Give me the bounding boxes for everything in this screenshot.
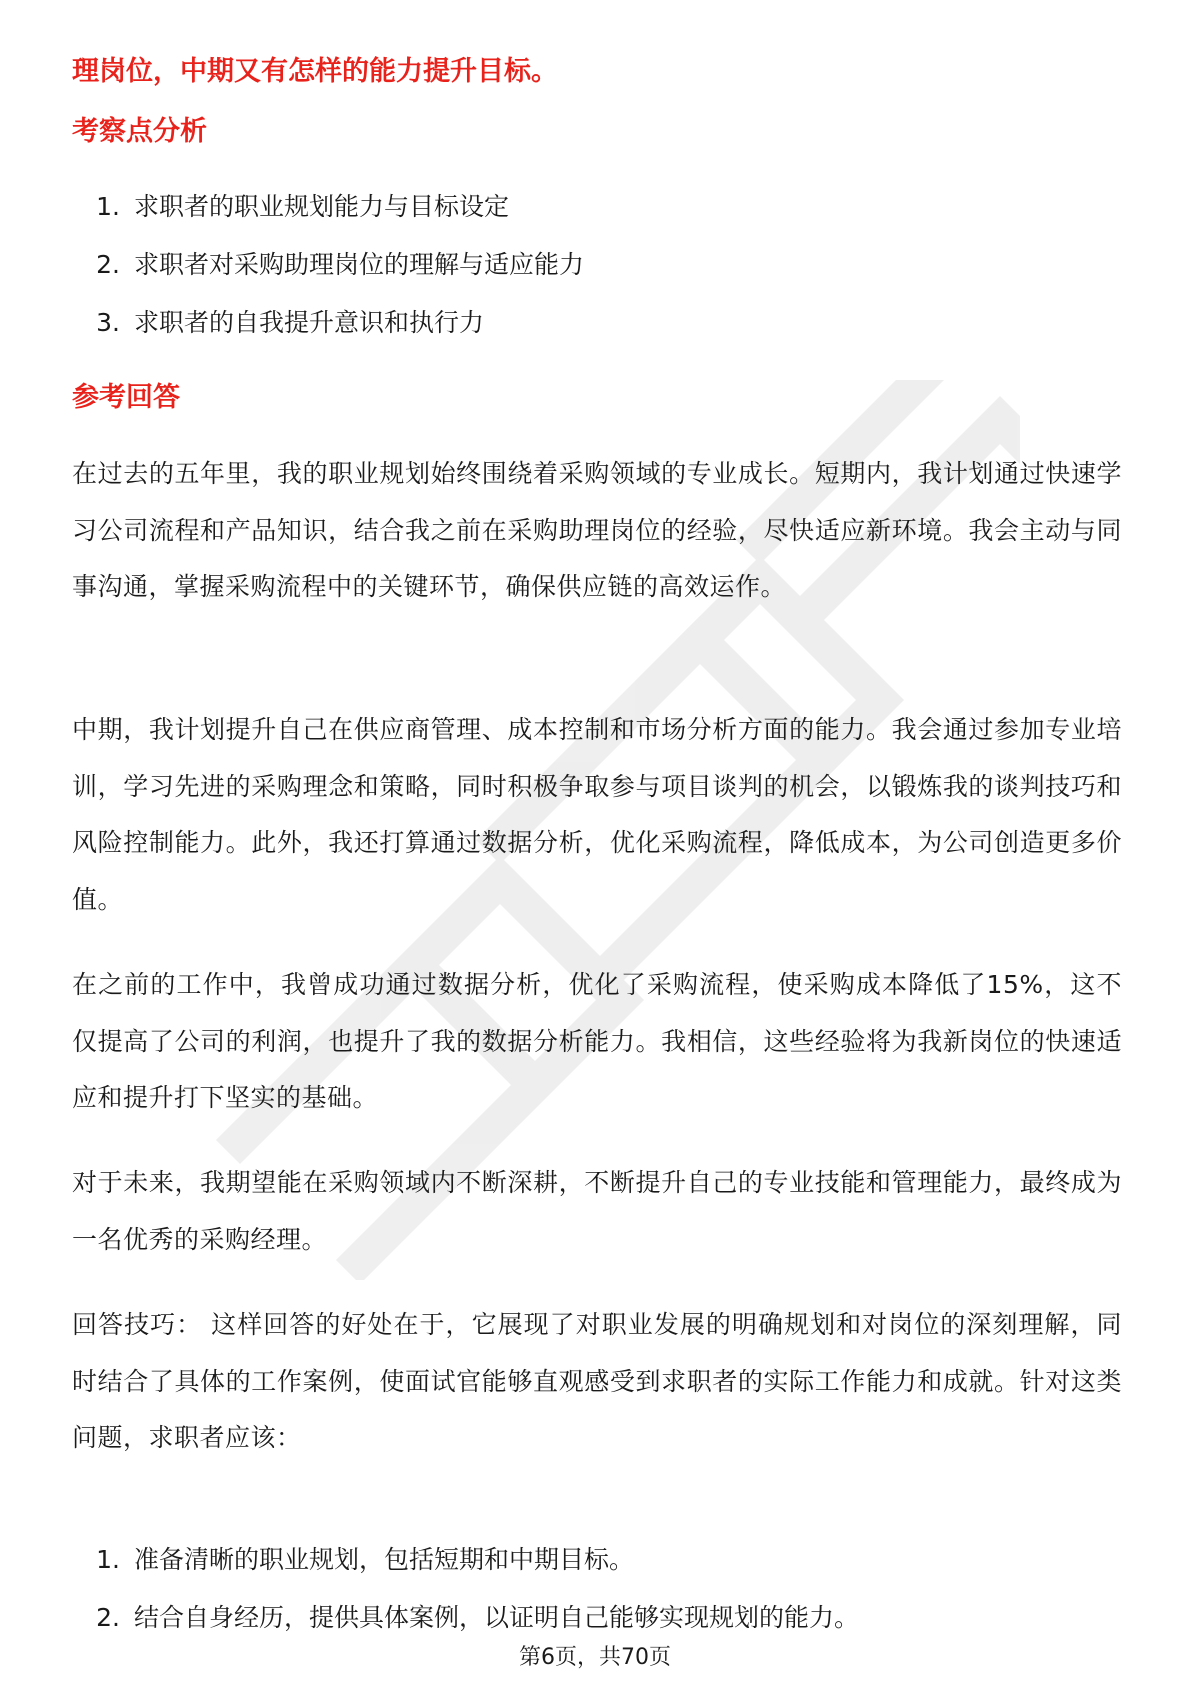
list-item: 3. 求职者的自我提升意识和执行力 xyxy=(96,308,485,337)
list-item: 1. 求职者的职业规划能力与目标设定 xyxy=(96,192,510,221)
answer-paragraph: 对于未来，我期望能在采购领域内不断深耕，不断提升自己的专业技能和管理能力，最终成为一名优秀的采购经理。 xyxy=(72,1168,1122,1254)
answer-paragraph: 在之前的工作中，我曾成功通过数据分析，优化了采购流程，使采购成本降低了15%，这不仅提高了公司的利润，也提升了我的数据分析能力。我相信，这些经验将为我新岗位的快速适应和提升打下坚实的基础。 xyxy=(72,970,1122,1112)
page-number-footer: 第6页，共70页 xyxy=(519,1645,671,1670)
list-item: 1. 准备清晰的职业规划，包括短期和中期目标。 xyxy=(96,1545,635,1574)
answer-paragraph: 中期，我计划提升自己在供应商管理、成本控制和市场分析方面的能力。我会通过参加专业培训，学习先进的采购理念和策略，同时积极争取参与项目谈判的机会，以锻炼我的谈判技巧和风险控制能力。此外，我还打算通过数据分析，优化采购流程，降低成本，为公司创造更多价值。 xyxy=(72,715,1122,914)
question-heading-continued: 理岗位，中期又有怎样的能力提升目标。 xyxy=(72,56,558,87)
answer-paragraph: 在过去的五年里，我的职业规划始终围绕着采购领域的专业成长。短期内，我计划通过快速学习公司流程和产品知识，结合我之前在采购助理岗位的经验，尽快适应新环境。我会主动与同事沟通，掌握采购流程中的关键环节，确保供应链的高效运作。 xyxy=(72,459,1122,601)
tips-paragraph: 回答技巧： 这样回答的好处在于，它展现了对职业发展的明确规划和对岗位的深刻理解，同时结合了具体的工作案例，使面试官能够直观感受到求职者的实际工作能力和成就。针对这类问题，求职者应该： xyxy=(72,1310,1122,1452)
analysis-section-title: 考察点分析 xyxy=(72,116,207,147)
answer-section-title: 参考回答 xyxy=(72,382,180,413)
list-item: 2. 求职者对采购助理岗位的理解与适应能力 xyxy=(96,250,585,279)
tips-list xyxy=(72,1531,859,1647)
analysis-list xyxy=(72,178,584,352)
list-item: 2. 结合自身经历，提供具体案例，以证明自己能够实现规划的能力。 xyxy=(96,1603,860,1632)
